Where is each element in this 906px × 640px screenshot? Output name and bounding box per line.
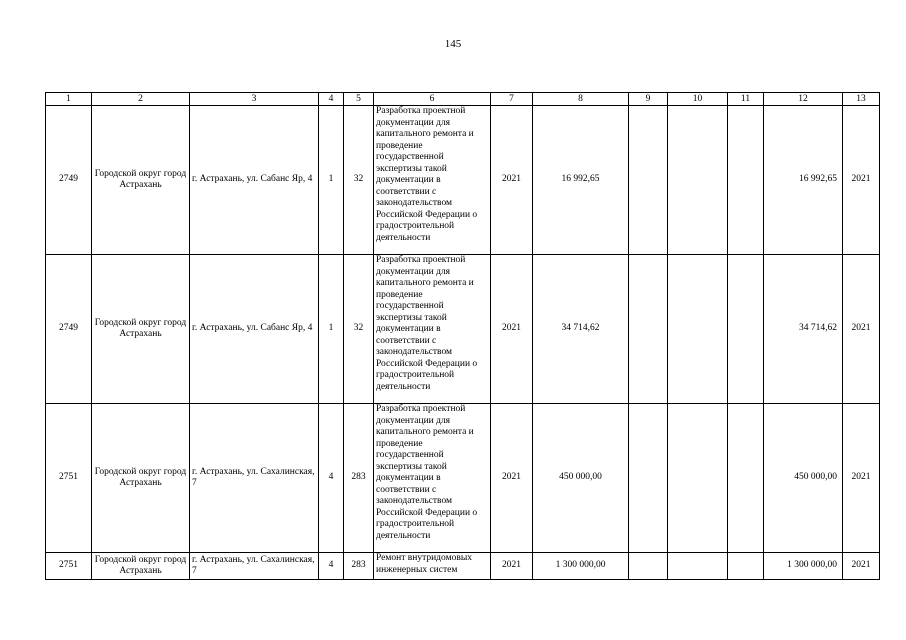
col12-cell: 1 300 000,00 [764,553,843,580]
column-number-header: 6 [374,93,491,106]
column-number-header: 10 [668,93,728,106]
row-id: 2749 [46,106,92,255]
capital-repair-table [45,92,880,580]
col12-cell: 16 992,65 [764,106,843,255]
col9-cell [629,106,668,255]
col10-cell [668,404,728,553]
col11-cell [728,106,764,255]
municipality-cell: Городской округ город Астрахань [92,255,190,404]
col12-cell: 450 000,00 [764,404,843,553]
total-cost-cell: 34 714,62 [533,255,629,404]
column-number-header: 2 [92,93,190,106]
col10-cell [668,553,728,580]
col12-cell: 34 714,62 [764,255,843,404]
col13-cell: 2021 [843,553,880,580]
column-number-header: 5 [344,93,374,106]
total-cost-cell: 450 000,00 [533,404,629,553]
col5-cell: 283 [344,553,374,580]
col4-cell: 4 [319,404,344,553]
address-cell: г. Астрахань, ул. Сабанс Яр, 4 [190,106,319,255]
col10-cell [668,106,728,255]
table-row [46,255,880,404]
work-description-cell: Ремонт внутридомовых инженерных систем [374,553,491,580]
row-id: 2751 [46,404,92,553]
col5-cell: 283 [344,404,374,553]
column-number-header: 12 [764,93,843,106]
column-number-header: 11 [728,93,764,106]
municipality-cell: Городской округ город Астрахань [92,106,190,255]
year-cell: 2021 [491,106,533,255]
col13-cell: 2021 [843,255,880,404]
table-row [46,404,880,553]
address-cell: г. Астрахань, ул. Сахалинская, 7 [190,404,319,553]
column-number-header: 1 [46,93,92,106]
col11-cell [728,553,764,580]
column-number-header: 8 [533,93,629,106]
col4-cell: 4 [319,553,344,580]
col10-cell [668,255,728,404]
column-number-header: 3 [190,93,319,106]
column-number-header: 13 [843,93,880,106]
year-cell: 2021 [491,553,533,580]
table-row [46,106,880,255]
work-description-cell: Разработка проектной документации для капитального ремонта и проведение государственной экспертизы такой документации в соответствии с законодательством Российской Федерации о градостроительной деятельности [374,404,491,553]
total-cost-cell: 16 992,65 [533,106,629,255]
column-number-header: 4 [319,93,344,106]
municipality-cell: Городской округ город Астрахань [92,553,190,580]
year-cell: 2021 [491,255,533,404]
col11-cell [728,404,764,553]
table-row [46,553,880,580]
col9-cell [629,553,668,580]
col11-cell [728,255,764,404]
col4-cell: 1 [319,106,344,255]
work-description-cell: Разработка проектной документации для капитального ремонта и проведение государственной экспертизы такой документации в соответствии с законодательством Российской Федерации о градостроительной деятельности [374,106,491,255]
page-number: 145 [444,38,462,50]
address-cell: г. Астрахань, ул. Сабанс Яр, 4 [190,255,319,404]
column-number-header: 7 [491,93,533,106]
column-number-header: 9 [629,93,668,106]
total-cost-cell: 1 300 000,00 [533,553,629,580]
municipality-cell: Городской округ город Астрахань [92,404,190,553]
address-cell: г. Астрахань, ул. Сахалинская, 7 [190,553,319,580]
col9-cell [629,404,668,553]
year-cell: 2021 [491,404,533,553]
col13-cell: 2021 [843,106,880,255]
col4-cell: 1 [319,255,344,404]
work-description-cell: Разработка проектной документации для капитального ремонта и проведение государственной экспертизы такой документации в соответствии с законодательством Российской Федерации о градостроительной деятельности [374,255,491,404]
col5-cell: 32 [344,106,374,255]
col5-cell: 32 [344,255,374,404]
column-number-header-row [46,93,880,106]
row-id: 2749 [46,255,92,404]
col9-cell [629,255,668,404]
row-id: 2751 [46,553,92,580]
col13-cell: 2021 [843,404,880,553]
